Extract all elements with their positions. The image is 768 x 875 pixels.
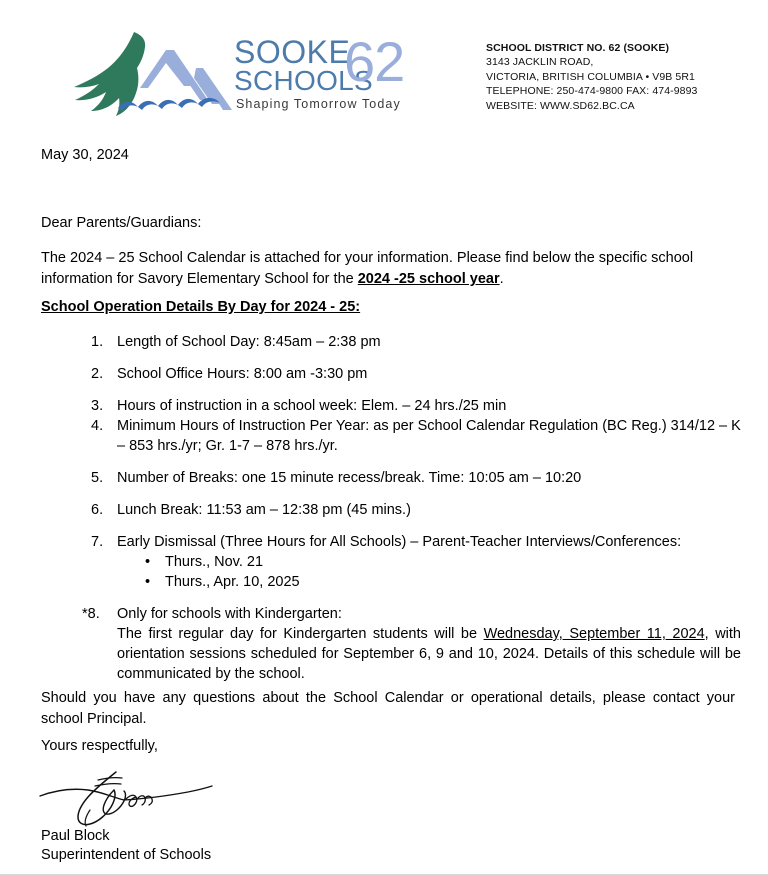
school-operation-list bbox=[41, 332, 741, 684]
signature-icon bbox=[38, 766, 238, 832]
list-item-text: School Office Hours: 8:00 am -3:30 pm bbox=[117, 366, 368, 382]
bullet-dot-icon: • bbox=[145, 574, 151, 590]
list-item bbox=[41, 364, 741, 384]
list-item bbox=[41, 332, 741, 352]
list-item-marker: *8. bbox=[82, 606, 100, 622]
bullet-dot-icon: • bbox=[145, 554, 151, 570]
list-item bbox=[41, 416, 741, 456]
list-item bbox=[41, 396, 741, 416]
logo-number-62: 62 bbox=[344, 30, 405, 93]
address-website: WEBSITE: WWW.SD62.BC.CA bbox=[486, 99, 635, 112]
salutation: Dear Parents/Guardians: bbox=[41, 215, 202, 231]
bullet-text: Thurs., Apr. 10, 2025 bbox=[165, 574, 300, 590]
signer-name: Paul Block bbox=[41, 828, 110, 844]
address-telephone: TELEPHONE: 250-474-9800 FAX: 474-9893 bbox=[486, 85, 698, 98]
kindergarten-first-day-date: Wednesday, September 11, 2024 bbox=[483, 626, 705, 642]
intro-text-before: The 2024 – 25 School Calendar is attached for your information. Please find below the specific school information for Savory Elementary School for the bbox=[41, 250, 694, 287]
list-item bbox=[143, 552, 741, 572]
list-item-marker: 3. bbox=[91, 398, 104, 414]
section-heading: School Operation Details By Day for 2024 - 25: bbox=[41, 299, 361, 315]
kindergarten-body-after: , with orientation sessions scheduled for September 6, 9 and 10, 2024. Details of this schedule will be communicated by the school. bbox=[117, 626, 741, 682]
list-item-text: Length of School Day: 8:45am – 2:38 pm bbox=[117, 334, 381, 350]
list-item bbox=[41, 468, 741, 488]
signer-title: Superintendent of Schools bbox=[41, 846, 212, 863]
district-address-block bbox=[486, 41, 698, 113]
intro-paragraph bbox=[41, 248, 735, 290]
closing-paragraph: Should you have any questions about the School Calendar or operational details, please contact your school Principal. bbox=[41, 690, 735, 727]
list-item bbox=[41, 532, 741, 592]
list-item-text: Minimum Hours of Instruction Per Year: as per School Calendar Regulation (BC Reg.) 314/12 – K – 853 hrs./yr; Gr. 1-7 – 878 hrs./yr. bbox=[117, 418, 741, 454]
bullet-text: Thurs., Nov. 21 bbox=[165, 554, 264, 570]
list-item bbox=[143, 572, 741, 592]
letterhead bbox=[0, 22, 768, 132]
address-city: VICTORIA, BRITISH COLUMBIA • V9B 5R1 bbox=[486, 70, 695, 83]
list-item-marker: 4. bbox=[91, 418, 104, 434]
list-item-text: Hours of instruction in a school week: Elem. – 24 hrs./25 min bbox=[117, 398, 507, 414]
list-item-text: Number of Breaks: one 15 minute recess/break. Time: 10:05 am – 10:20 bbox=[117, 470, 582, 486]
list-item-marker: 2. bbox=[91, 366, 104, 382]
mountain-tree-wave-logo-icon bbox=[62, 30, 242, 122]
logo-tagline: Shaping Tomorrow Today bbox=[236, 97, 401, 111]
signoff: Yours respectfully, bbox=[41, 738, 158, 754]
logo-name-line2: SCHOOLS bbox=[234, 65, 374, 96]
list-item-kindergarten bbox=[41, 604, 741, 684]
list-item-text: Early Dismissal (Three Hours for All Schools) – Parent-Teacher Interviews/Conferences: bbox=[117, 534, 682, 550]
list-item-marker: 1. bbox=[91, 334, 104, 350]
intro-emphasis-school-year: 2024 -25 school year bbox=[357, 271, 500, 287]
kindergarten-title: Only for schools with Kindergarten: bbox=[117, 606, 342, 622]
list-item-marker: 6. bbox=[91, 502, 104, 518]
signer-block bbox=[41, 827, 211, 864]
address-street: 3143 JACKLIN ROAD, bbox=[486, 56, 594, 69]
district-logo bbox=[62, 30, 422, 130]
logo-wordmark bbox=[234, 30, 424, 126]
intro-text-after: . bbox=[499, 271, 504, 287]
address-district-title: SCHOOL DISTRICT NO. 62 (SOOKE) bbox=[486, 42, 670, 54]
list-item-text: Lunch Break: 11:53 am – 12:38 pm (45 mins.) bbox=[117, 502, 411, 518]
list-item bbox=[41, 500, 741, 520]
letter-date: May 30, 2024 bbox=[41, 147, 129, 163]
early-dismissal-dates bbox=[117, 552, 741, 592]
list-item-marker: 5. bbox=[91, 470, 104, 486]
logo-name-line1: SOOKE bbox=[234, 34, 351, 70]
kindergarten-body-before: The first regular day for Kindergarten students will be bbox=[117, 626, 484, 642]
kindergarten-body bbox=[117, 624, 741, 684]
list-item-marker: 7. bbox=[91, 534, 104, 550]
